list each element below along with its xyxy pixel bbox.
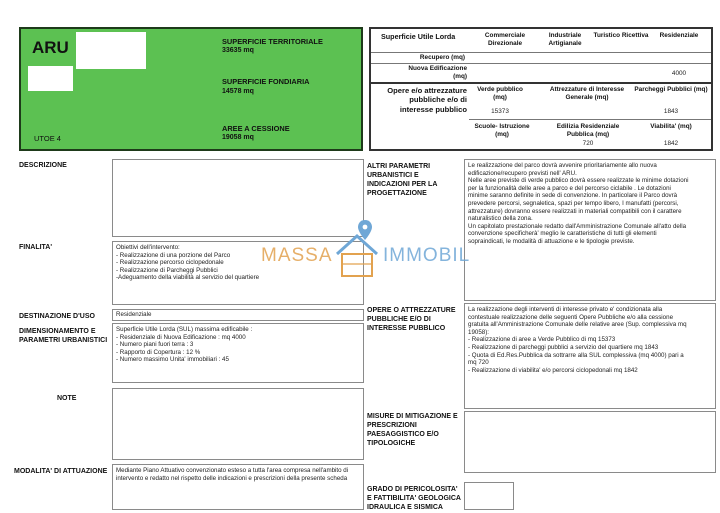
destinazione-value: Residenziale [116,311,152,318]
note-label: NOTE [57,395,77,402]
finalita-line: - Realizzazione di una porzione del Parco [116,251,231,259]
scuole-label: Scuole- Istruzione (mq) [474,123,530,138]
aree-cessione-value: 19058 mq [222,134,254,141]
altri-parametri-box [464,159,716,301]
finalita-line: -Adeguamento della viabilità al servizio del quartiere [116,274,260,282]
altri-line: per la funzionalità delle aree a parco e del percorso ciclabile . Le dotazioni [468,184,671,192]
modalita-label: MODALITA' DI ATTUAZIONE [14,468,108,475]
altri-line: minime saranno definite in sede di convenzione. In particolare il Parco dovrà [468,192,678,200]
sul-col-turistico: Turistico Ricettiva [593,32,649,39]
divider [371,82,711,84]
misure-mitigazione-label: MISURE DI MITIGAZIONE E PRESCRIZIONI PAESAGGISTICO E/O TIPOLOGICHE [367,413,458,447]
altri-line: edificazione/recupero previsti nell' ARU. [468,169,577,177]
opere-line: - Realizzazione di parcheggi pubblici a servizio del quartiere mq 1843 [468,343,659,351]
aru-title: ARU [32,38,69,57]
descrizione-box [112,159,364,237]
finalita-line: - Realizzazione di Parcheggi Pubblici [116,266,218,274]
divider [371,63,711,64]
altri-line: Le realizzazione del parco dovrà avvenire prioritariamente allo nuova [468,162,657,169]
altri-line: convenzione specificherà' meglio le caratteristiche di tutti gli elementi [468,230,657,238]
dimensionamento-label: DIMENSIONAMENTO E PARAMETRI URBANISTICI [19,328,108,344]
altri-parametri-label: ALTRI PARAMETRI URBANISTICI E INDICAZIONI PER LA PROGETTAZIONE [367,163,438,197]
sup-fondiaria-label: SUPERFICIE FONDIARIA [222,77,310,86]
misure-mitigazione-box [464,411,716,473]
viabilita-label: Viabilita' (mq) [650,123,692,130]
watermark-right-text: IMMOBIL [383,245,471,266]
parcheggi-value: 1843 [663,108,679,115]
altri-line: Nelle aree previste di verde pubblico dovrà essere realizzate le minime dotazioni [468,177,689,185]
modalita-box [112,464,364,510]
dimensionamento-line: Superficie Utile Lorda (SUL) massima edificabile : [116,326,253,333]
opere-line: mq 720 [468,359,489,367]
verde-pubblico-label: Verde pubblico (mq) [477,86,523,101]
finalita-label: FINALITA' [19,244,53,251]
grado-pericolosita-box [464,482,514,510]
sup-fondiaria-value: 14578 mq [222,88,254,95]
opere-line: - Realizzazione di aree a Verde Pubblico di mq 15373 [468,336,616,344]
opere-line: 19058): [468,328,489,336]
sul-table [369,27,713,151]
descrizione-label: DESCRIZIONE [19,162,67,169]
altri-line: sopraindicati, le modalità di attuazione e le tipologie previste. [468,237,635,245]
opere-line: contestuale realizzazione delle seguenti Opere Pubbliche e/o alla cessione [468,313,674,321]
attrezzature-label: Attrezzature di Interesse Generale (mq) [549,86,625,101]
opere-line: - Realizzazione di viabilita' e/o percorsi ciclopedonali mq 1842 [468,366,638,374]
sul-col-commerciale: Commerciale Direzionale [484,32,526,47]
divider [469,119,711,120]
aree-cessione-label: AREE A CESSIONE [222,124,290,133]
watermark-left-text: MASSA [261,245,333,266]
opere-line: gratuita all'Amministrazione Comunale delle relative aree (Sup. complessiva mq [468,321,687,329]
dimensionamento-box [112,323,364,383]
note-box [112,388,364,460]
altri-line: naturalistico della zona. [468,215,533,223]
opere-attrezzature-box [464,303,716,409]
parcheggi-label: Parcheggi Pubblici (mq) [634,86,708,93]
altri-line: attrezzature) dovranno essere realizzati in materiali compatibili con il carattere [468,207,682,215]
opere-attrezzature-label: OPERE O ATTREZZATURE PUBBLICHE E/O DI INTERESSE PUBBLICO [367,307,456,332]
viabilita-value: 1842 [663,140,679,147]
altri-line: Un capitolato prestazionale redatto dall'Amministrazione Comunale all'atto della [468,222,687,230]
nuova-edificazione-label: Nuova Edificazione (mq) [408,65,467,80]
edilizia-residenziale-label: Edilizia Residenziale Pubblica (mq) [556,123,620,138]
sup-territoriale-value: 33635 mq [222,47,254,54]
sul-col-industriale: Industriale Artigianale [548,32,582,47]
house-pin-logo [333,218,381,280]
sul-col-residenziale: Residenziale [659,32,699,39]
dimensionamento-line: - Rapporto di Copertura : 12 % [116,348,201,356]
dimensionamento-line: - Residenziale di Nuova Edificazione : mq 4000 [116,333,246,341]
grado-pericolosita-label: GRADO DI PERICOLOSITA' E FATTIBILITA' GEOLOGICA IDRAULICA E SISMICA [367,486,461,511]
destinazione-box [112,309,364,321]
opere-line: - Quota di Ed.Res.Pubblica da sottrarre alla SUL complessiva (mq 4000) pari a [468,351,684,359]
altri-line: prevedere percorsi, segnaletica, spazi per tempo libero, I manufatti (percorsi, [468,199,679,207]
edilizia-residenziale-value: 720 [582,140,594,147]
redaction-block [28,66,73,91]
finalita-line: - Realizzazione percorso ciclopedonale [116,259,224,267]
finalita-line: Obiettivi dell'intervento: [116,244,180,251]
sul-title: Superficie Utile Lorda [381,32,456,41]
recupero-label: Recupero (mq) [419,54,465,61]
aru-summary-box [19,27,363,151]
nuova-residenziale-value: 4000 [671,70,687,77]
verde-pubblico-value: 15373 [491,108,509,115]
opere-line: La realizzazione degli interventi di interesse privato e' condizionata alla [468,306,663,313]
destinazione-label: DESTINAZIONE D'USO [19,313,95,320]
dimensionamento-line: - Numero piani fuori terra : 3 [116,341,194,349]
dimensionamento-line: - Numero massimo Unita' immobiliari : 45 [116,356,229,364]
divider [371,52,711,53]
modalita-text: Mediante Piano Attuativo convenzionato esteso a tutta l'area compresa nell'ambito di intervento e redatto nel rispetto delle indicazioni e prescrizioni della presente scheda [116,467,349,482]
utoe-label: UTOE 4 [34,134,61,143]
sup-territoriale-label: SUPERFICIE TERRITORIALE [222,37,323,46]
redaction-block [76,32,146,69]
opere-title: Opere e/o attrezzature pubbliche e/o di interesse pubblico [387,86,467,114]
